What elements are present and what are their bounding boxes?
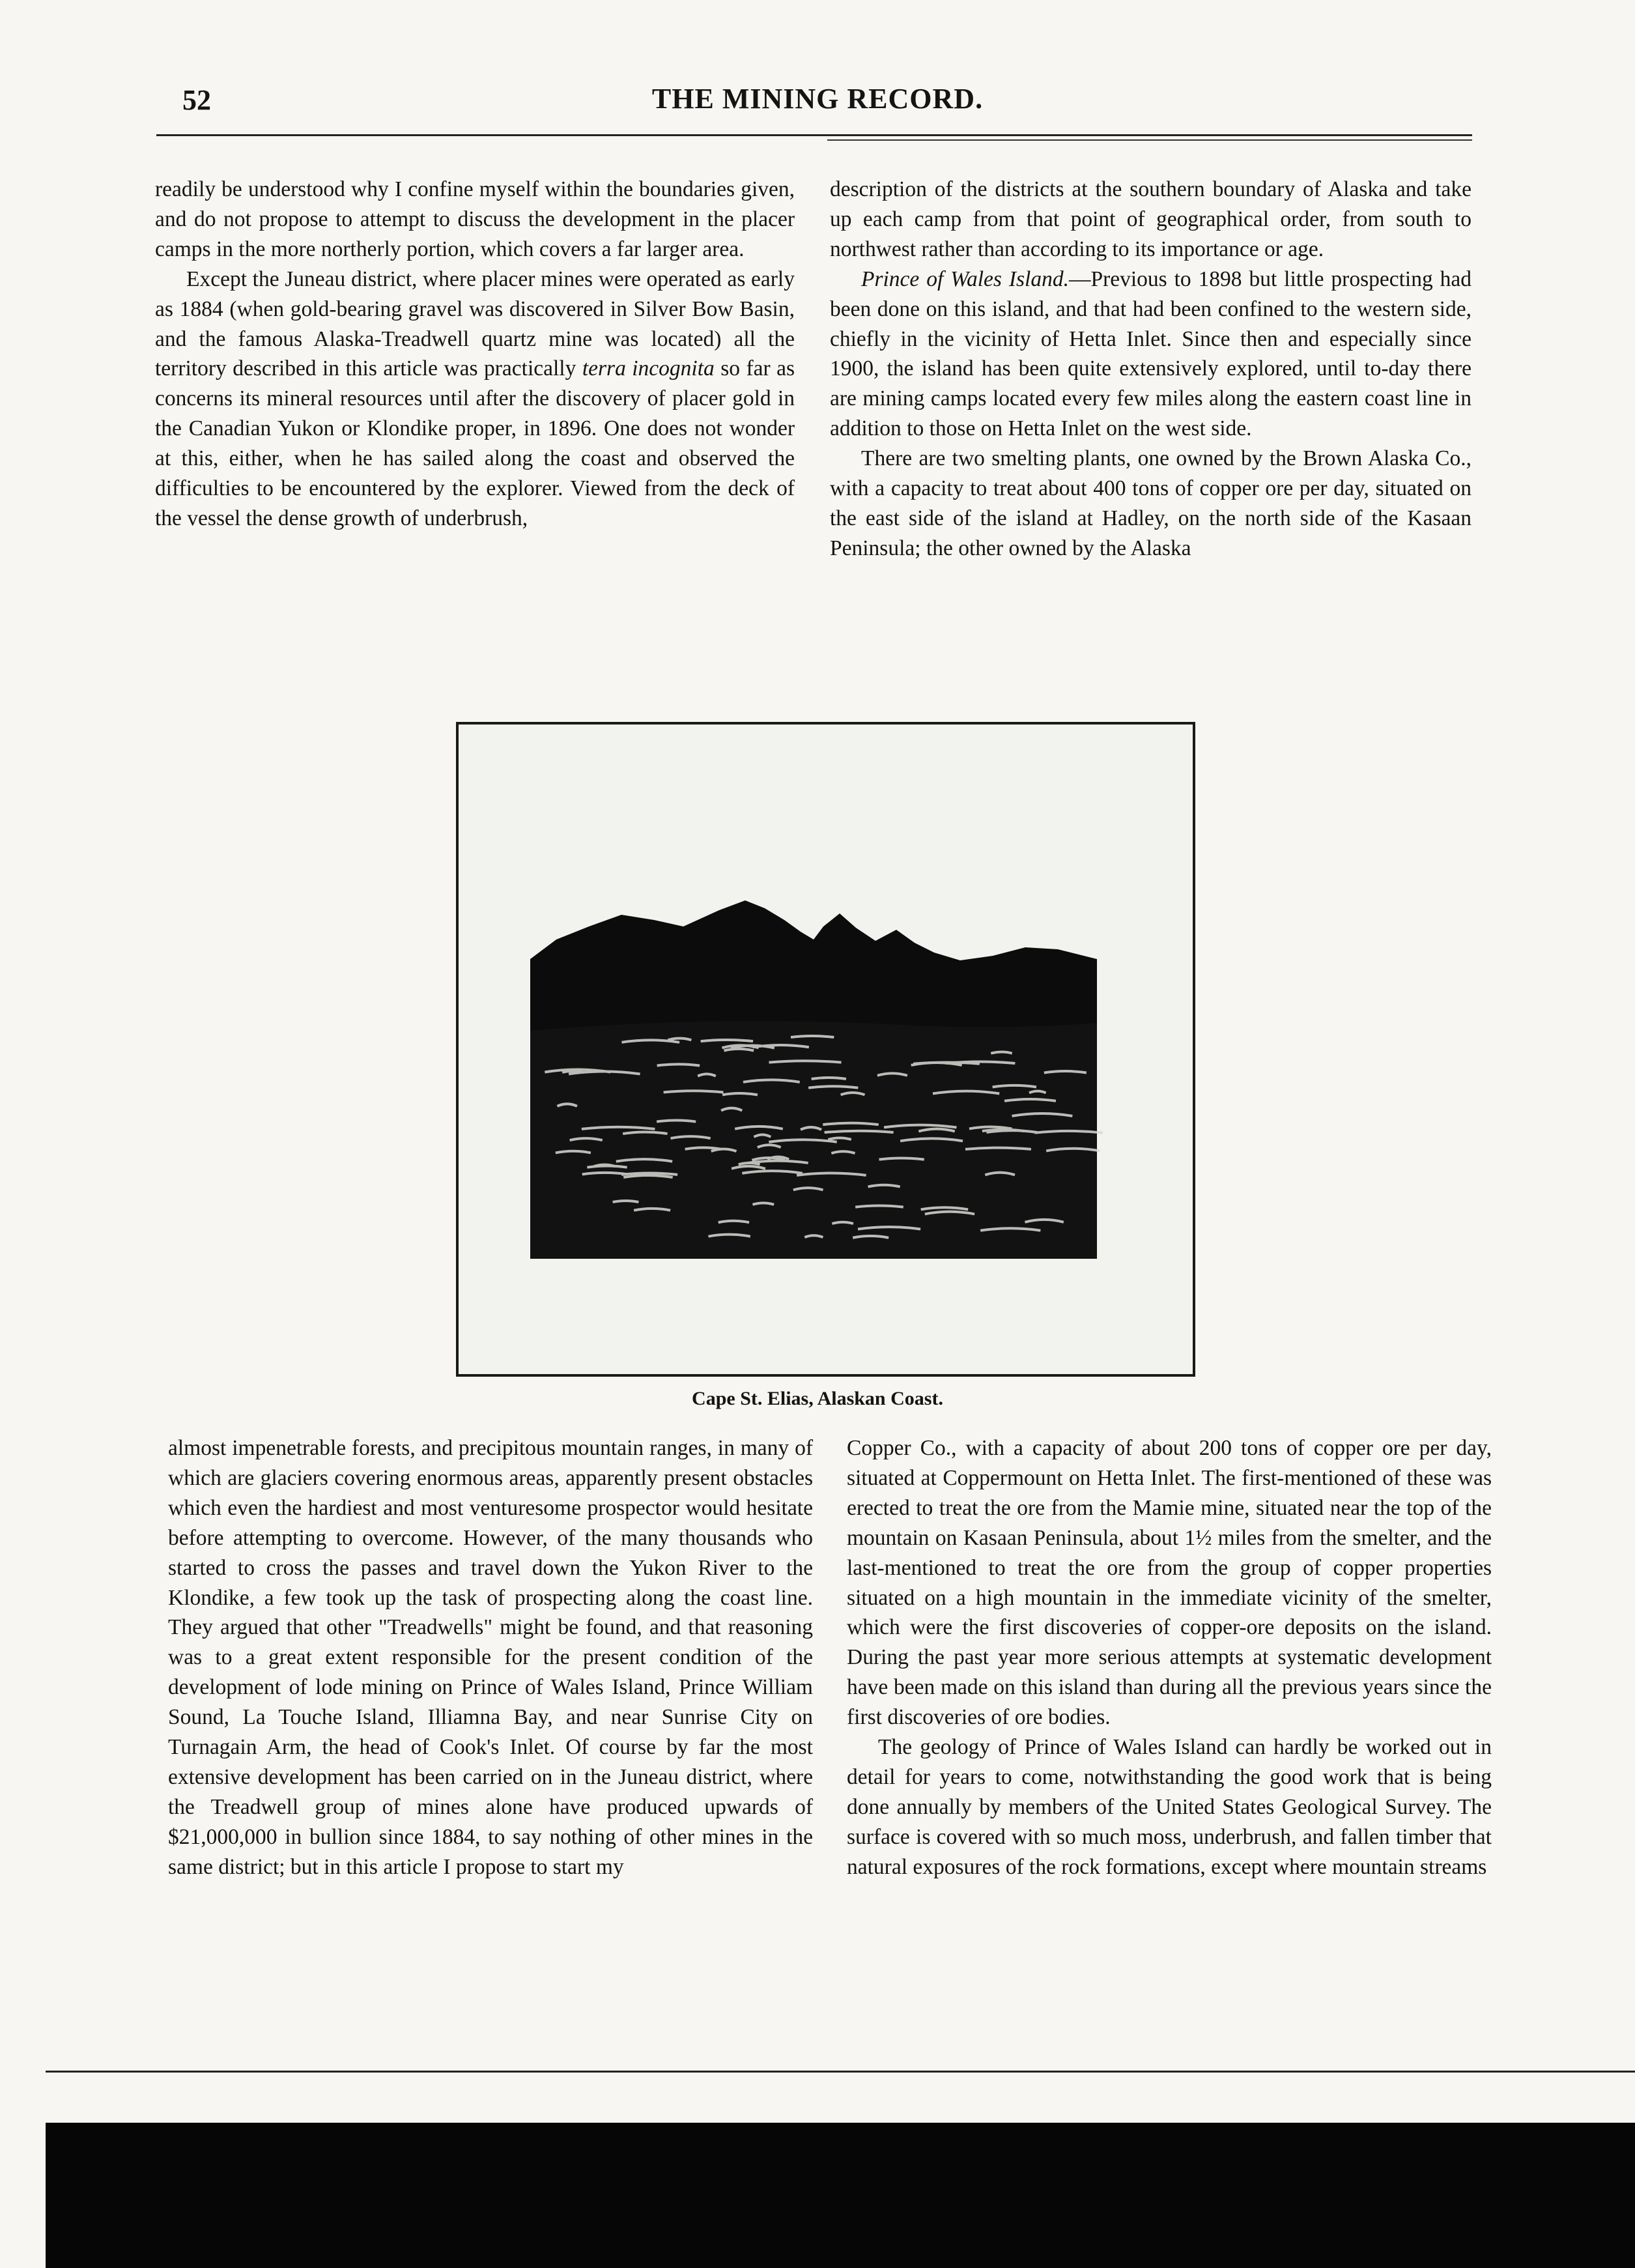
paragraph: Prince of Wales Island.—Previous to 1898 but little prospecting had been done on this island, and that had been confined to the western side, chiefly in the vicinity of Hetta Inlet. Since then and especially since 1900, the island has been quite extensively explored, until to-day there are mining camps located every few miles along the eastern coast line in addition to those on Hetta Inlet on the west side. — [830, 266, 1472, 441]
wave-highlight — [812, 1078, 846, 1079]
page-number: 52 — [182, 84, 211, 116]
bottom-left-column — [168, 1433, 813, 1882]
wave-highlight — [613, 1201, 639, 1202]
wave-highlight — [879, 1158, 924, 1159]
wave-highlight — [832, 1222, 853, 1224]
wave-highlight — [657, 1064, 700, 1065]
wave-highlight — [991, 1052, 1012, 1054]
wave-highlight — [562, 1071, 583, 1072]
italic-phrase: terra incognita — [582, 356, 715, 381]
wave-highlight — [657, 1121, 696, 1122]
bottom-right-column — [847, 1433, 1492, 1882]
header-rule-lower — [827, 139, 1472, 141]
wave-highlight — [739, 1163, 760, 1164]
top-right-column — [830, 175, 1472, 564]
wave-highlight — [825, 1131, 894, 1132]
top-left-column — [155, 175, 795, 534]
figure-caption: Cape St. Elias, Alaskan Coast. — [692, 1388, 943, 1409]
photo-frame — [456, 722, 1195, 1377]
wave-highlight — [982, 1130, 1025, 1131]
wave-highlight — [621, 1173, 677, 1174]
paragraph: readily be understood why I confine myself within the boundaries given, and do not propose to attempt to discuss the development in the placer camps in the more northerly portion, which covers a far larger area. — [155, 177, 795, 261]
wave-highlight — [701, 1040, 753, 1041]
wave-highlight — [722, 1093, 758, 1095]
footer-rule — [46, 2071, 1635, 2073]
scan-edge-bar — [46, 2123, 1635, 2268]
wave-highlight — [965, 1148, 1031, 1149]
wave-highlight — [855, 1206, 903, 1207]
paragraph: description of the districts at the southern boundary of Alaska and take up each camp from that point of geographical order, from south to northwest rather than according to its importance or age. — [830, 177, 1472, 261]
wave-highlight — [791, 1036, 834, 1037]
wave-highlight — [664, 1091, 724, 1092]
page-title: THE MINING RECORD. — [651, 83, 984, 115]
cape-st-elias-photo — [459, 725, 1193, 1374]
paragraph: Copper Co., with a capacity of about 200 tons of copper ore per day, situated at Coppermount on Hetta Inlet. The first-mentioned of these was erected to treat the ore from the Mamie mine, situated near the top of the mountain on Kasaan Peninsula, about 1½ miles from the smelter, and the last-mentioned to treat the ore from the group of copper properties situated on a high mountain in the immediate vicinity of the smelter, which were the first discoveries of copper-ore deposits on the island. During the past year more serious attempts at systematic development have been made on this island than during all the previous years since the first discoveries of ore bodies. — [847, 1436, 1492, 1730]
section-heading: Prince of Wales Island. — [861, 266, 1069, 291]
paragraph: The geology of Prince of Wales Island can hardly be worked out in detail for years to come, notwithstanding the good work that is being done annually by members of the United States Geological Survey. The surface is covered with so much moss, underbrush, and fallen timber that natural exposures of the rock formations, except where mountain streams — [847, 1735, 1492, 1879]
paragraph: almost impenetrable forests, and precipitous mountain ranges, in many of which are glaciers covering enormous areas, apparently present obstacles which even the hardiest and most venturesome prospector would hesitate before attempting to overcome. However, of the many thousands who started to cross the passes and travel down the Yukon River to the Klondike, a few took up the task of prospecting along the coast line. They argued that other "Treadwells" might be found, and that reasoning was to a great extent responsible for the present condition of the development of lode mining on Prince of Wales Island, Prince William Sound, La Touche Island, Illiamna Bay, and near Sunrise City on Turnagain Arm, the head of Cook's Inlet. Of course by far the most extensive development has been carried on in the Juneau district, where the Treadwell group of mines alone have produced upwards of $21,000,000 in bullion since 1884, to say nothing of other mines in the same district; but in this article I propose to start my — [168, 1436, 813, 1879]
header-rule — [156, 134, 1472, 136]
paragraph: Except the Juneau district, where placer mines were operated as early as 1884 (when gold-bearing gravel was discovered in Silver Bow Basin, and the famous Alaska-Treadwell quartz mine was located) all the territory described in this article was practically terra incognita so far as concerns its mineral resources until after the discovery of placer gold in the Canadian Yukon or Klondike proper, in 1896. One does not wonder at this, either, when he has sailed along the coast and observed the difficulties to be encountered by the explorer. Viewed from the deck of the vessel the dense growth of underbrush, — [155, 266, 795, 530]
paragraph: There are two smelting plants, one owned by the Brown Alaska Co., with a capacity to treat about 400 tons of copper ore per day, situated on the east side of the island at Hadley, on the north side of the Kasaan Peninsula; the other owned by the Alaska — [830, 446, 1472, 560]
